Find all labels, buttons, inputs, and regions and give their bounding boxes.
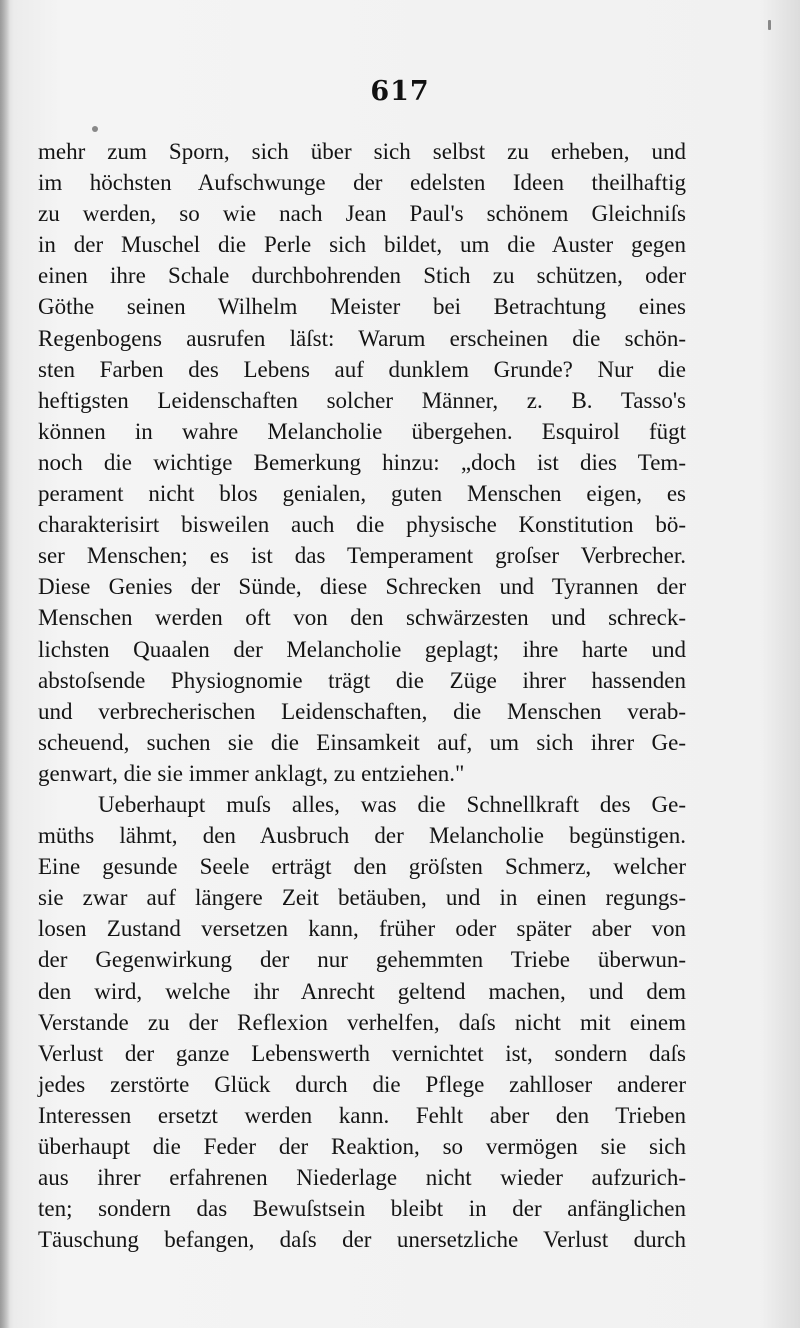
text-line: jedes zerstörte Glück durch die Pflege zahlloser anderer bbox=[38, 1071, 686, 1097]
text-line: charakterisirt bisweilen auch die physische Konstitution bö- bbox=[38, 512, 686, 538]
text-line: Interessen ersetzt werden kann. Fehlt aber den Trieben bbox=[38, 1102, 686, 1128]
text-line: sie zwar auf längere Zeit betäuben, und in einen regungs- bbox=[38, 885, 686, 911]
text-line: lichsten Quaalen der Melancholie geplagt; ihre harte und bbox=[38, 636, 686, 662]
text-line: Täuschung befangen, daſs der unersetzliche Verlust durch bbox=[38, 1227, 686, 1253]
text-line: einen ihre Schale durchbohrenden Stich zu schützen, oder bbox=[38, 263, 686, 289]
text-line: überhaupt die Feder der Reaktion, so vermögen sie sich bbox=[38, 1134, 686, 1159]
text-line: Diese Genies der Sünde, diese Schrecken und Tyrannen der bbox=[38, 574, 686, 600]
text-line: Menschen werden oft von den schwärzesten und schreck- bbox=[38, 605, 686, 631]
text-line: im höchsten Aufschwunge der edelsten Ideen theilhaftig bbox=[38, 170, 686, 196]
page-edge-shadow bbox=[0, 0, 10, 1328]
text-line: der Gegenwirkung der nur gehemmten Triebe überwun- bbox=[38, 947, 686, 973]
text-line: müths lähmt, den Ausbruch der Melancholie begünstigen. bbox=[38, 823, 686, 849]
paragraph-start-line: Ueberhaupt muſs alles, was die Schnellkraft des Ge- bbox=[98, 791, 686, 817]
text-line: Regenbogens ausrufen läſst: Warum erscheinen die schön- bbox=[38, 325, 686, 351]
text-line: Eine gesunde Seele erträgt den gröſsten Schmerz, welcher bbox=[38, 854, 686, 880]
paper-speck bbox=[92, 126, 98, 132]
text-line: perament nicht blos genialen, guten Menschen eigen, es bbox=[38, 481, 686, 507]
paper-speck bbox=[768, 20, 771, 30]
text-line: ser Menschen; es ist das Temperament groſser Verbrecher. bbox=[38, 543, 686, 569]
text-line: abstoſsende Physiognomie trägt die Züge ihrer hassenden bbox=[38, 667, 686, 693]
text-line: den wird, welche ihr Anrecht geltend machen, und dem bbox=[38, 978, 686, 1004]
text-line: Verlust der ganze Lebenswerth vernichtet ist, sondern daſs bbox=[38, 1040, 686, 1066]
text-line: noch die wichtige Bemerkung hinzu: „doch ist dies Tem- bbox=[38, 449, 686, 475]
text-line: sten Farben des Lebens auf dunklem Grunde? Nur die bbox=[38, 356, 686, 382]
text-line: losen Zustand versetzen kann, früher oder später aber von bbox=[38, 916, 686, 942]
text-line: Verstande zu der Reflexion verhelfen, daſs nicht mit einem bbox=[38, 1009, 686, 1035]
body-text bbox=[38, 136, 686, 1255]
text-line: aus ihrer erfahrenen Niederlage nicht wieder aufzurich- bbox=[38, 1165, 686, 1191]
text-line: in der Muschel die Perle sich bildet, um die Auster gegen bbox=[38, 232, 686, 258]
text-line: zu werden, so wie nach Jean Paul's schönem Gleichniſs bbox=[38, 201, 686, 227]
text-line: mehr zum Sporn, sich über sich selbst zu erheben, und bbox=[38, 139, 686, 164]
text-line: ten; sondern das Bewuſstsein bleibt in der anfänglichen bbox=[38, 1196, 686, 1222]
text-line: können in wahre Melancholie übergehen. Esquirol fügt bbox=[38, 418, 686, 444]
text-line: und verbrecherischen Leidenschaften, die Menschen verab- bbox=[38, 698, 686, 724]
paragraph-end-line: genwart, die sie immer anklagt, zu entziehen." bbox=[38, 760, 465, 786]
text-line: Göthe seinen Wilhelm Meister bei Betrachtung eines bbox=[38, 294, 686, 320]
page-number: 617 bbox=[370, 76, 430, 107]
text-line: heftigsten Leidenschaften solcher Männer, z. B. Tasso's bbox=[38, 387, 686, 413]
text-line: scheuend, suchen sie die Einsamkeit auf, um sich ihrer Ge- bbox=[38, 729, 686, 755]
